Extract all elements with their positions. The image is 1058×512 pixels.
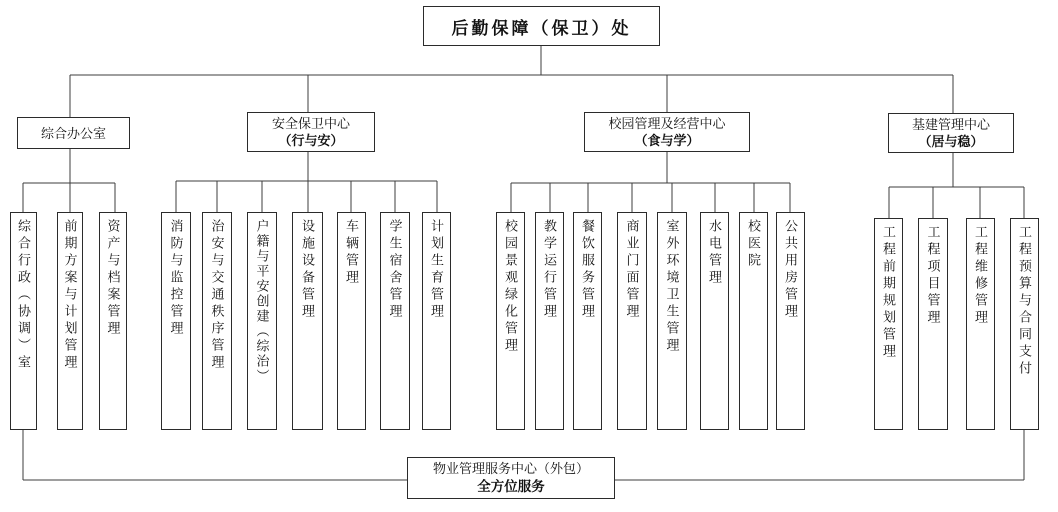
leaf-fire-monitoring-management: 消防与监控管理 — [161, 212, 191, 430]
leaf-catering-service-management: 餐饮服务管理 — [573, 212, 602, 430]
leaf-public-security-traffic: 治安与交通秩序管理 — [202, 212, 232, 430]
leaf-landscape-greening-management: 校园景观绿化管理 — [496, 212, 525, 430]
dept-infrastructure-center — [888, 113, 1014, 153]
leaf-public-housing-management: 公共用房管理 — [776, 212, 805, 430]
leaf-project-preliminary-planning: 工程前期规划管理 — [874, 218, 903, 430]
dept-name: 安全保卫中心 — [271, 116, 350, 131]
leaf-water-electricity-management: 水电管理 — [700, 212, 729, 430]
footer-line2: 全方位服务 — [477, 479, 545, 494]
dept-name: 校园管理及经营中心 — [608, 116, 726, 131]
leaf-teaching-operation-management: 教学运行管理 — [535, 212, 564, 430]
leaf-facility-equipment-management: 设施设备管理 — [292, 212, 323, 430]
leaf-project-maintenance-management: 工程维修管理 — [966, 218, 995, 430]
dept-subtitle: （食与学） — [634, 133, 700, 148]
dept-name: 综合办公室 — [40, 125, 106, 141]
leaf-commercial-storefront-management: 商业门面管理 — [617, 212, 647, 430]
leaf-campus-hospital: 校医院 — [739, 212, 768, 430]
footer-line1: 物业管理服务中心（外包） — [432, 461, 589, 476]
root-node — [423, 6, 660, 46]
leaf-preliminary-plan-management: 前期方案与计划管理 — [57, 212, 83, 430]
leaf-general-admin: 综合行政（协调）室 — [10, 212, 37, 430]
root-title: 后勤保障（保卫）处 — [451, 18, 632, 38]
dept-subtitle: （居与稳） — [918, 134, 984, 149]
dept-name: 基建管理中心 — [911, 117, 990, 132]
dept-security-center — [247, 112, 375, 152]
dept-general-office — [17, 117, 130, 149]
leaf-project-management: 工程项目管理 — [918, 218, 948, 430]
leaf-household-registration-safety: 户籍与平安创建（综治） — [247, 212, 277, 430]
leaf-vehicle-management: 车辆管理 — [337, 212, 366, 430]
leaf-budget-contract-payment: 工程预算与合同支付 — [1010, 218, 1039, 430]
leaf-student-dormitory-management: 学生宿舍管理 — [380, 212, 410, 430]
dept-subtitle: （行与安） — [278, 133, 344, 148]
leaf-assets-archives-management: 资产与档案管理 — [99, 212, 127, 430]
leaf-family-planning-management: 计划生育管理 — [422, 212, 451, 430]
dept-campus-management-center — [584, 112, 750, 152]
leaf-outdoor-sanitation-management: 室外环境卫生管理 — [657, 212, 687, 430]
property-management-node — [407, 457, 615, 499]
